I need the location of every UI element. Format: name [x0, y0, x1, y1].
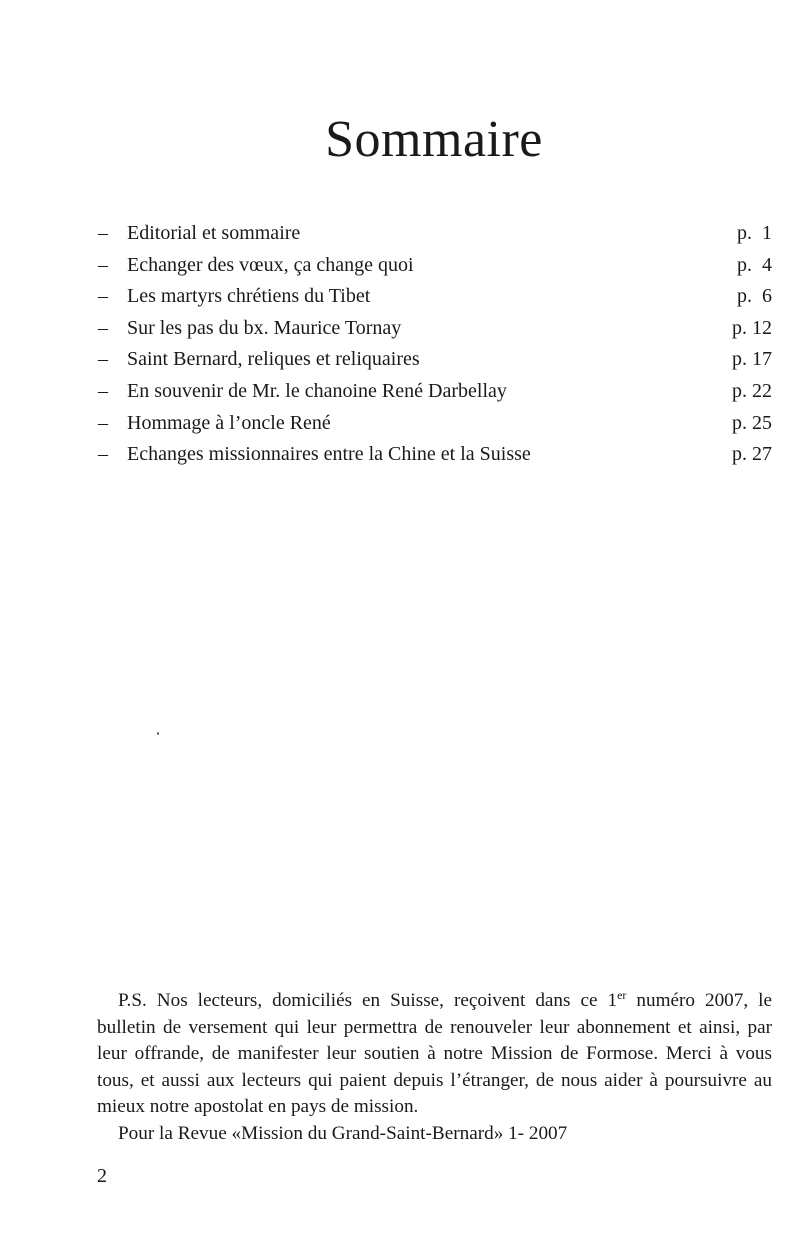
- toc-entry: [98, 443, 772, 475]
- toc-entry-page: p. 12: [732, 316, 772, 339]
- toc-entry-page: p. 1: [737, 222, 772, 244]
- toc-dash: –: [98, 379, 108, 402]
- postscript-text-start: P.S. Nos lecteurs, domiciliés en Suisse, reçoivent dans ce 1: [118, 990, 618, 1011]
- toc-entry: [98, 254, 772, 286]
- toc-entry-page: p. 27: [732, 443, 772, 466]
- toc-entry-page: p. 25: [732, 411, 772, 434]
- toc-entry-title: Echanger des vœux, ça change quoi: [127, 253, 414, 276]
- toc-dash: –: [98, 316, 108, 339]
- toc-entry: [98, 285, 772, 317]
- table-of-contents: [98, 222, 772, 475]
- toc-dash: –: [98, 285, 108, 308]
- toc-entry: [98, 222, 772, 254]
- toc-entry: [98, 348, 772, 380]
- toc-entry-page: p. 22: [732, 379, 772, 402]
- toc-entry-page: p. 17: [732, 348, 772, 371]
- toc-entry-title: Hommage à l’oncle René: [127, 411, 331, 434]
- toc-entry-page: p. 6: [737, 285, 772, 308]
- postscript-signature: Pour la Revue «Mission du Grand-Saint-Bernard» 1- 2007: [118, 1122, 568, 1144]
- postscript-text-end: numéro 2007, le bulletin de versement qui leur permettra de renouveler leur abonnement et ainsi, par leur offrande, de manifester leur soutien à notre Mission de Formose. Merci à vous tous, et aussi aux lecteurs qui paient depuis l’étranger, de nous aider à poursuivre au mieux notre apostolat en pays de mission.: [97, 990, 772, 1117]
- postscript-superscript: er: [617, 988, 627, 1002]
- toc-entry: [98, 412, 772, 444]
- toc-entry-title: En souvenir de Mr. le chanoine René Darbellay: [127, 379, 507, 402]
- toc-dash: –: [98, 348, 108, 371]
- toc-entry: [98, 380, 772, 412]
- toc-dash: –: [98, 222, 108, 244]
- postscript-paragraph: [97, 988, 772, 1121]
- toc-dash: –: [98, 253, 108, 276]
- toc-dash: –: [98, 443, 108, 466]
- toc-entry: [98, 317, 772, 349]
- page-title: Sommaire: [325, 111, 543, 168]
- toc-entry-title: Saint Bernard, reliques et reliquaires: [127, 348, 420, 371]
- postscript: [97, 988, 772, 1147]
- toc-dash: –: [98, 411, 108, 434]
- toc-entry-title: Sur les pas du bx. Maurice Tornay: [127, 316, 402, 339]
- page-number: 2: [97, 1165, 107, 1187]
- toc-entry-title: Editorial et sommaire: [127, 222, 301, 244]
- toc-entry-page: p. 4: [737, 253, 772, 276]
- toc-entry-title: Les martyrs chrétiens du Tibet: [127, 285, 371, 308]
- toc-entry-title: Echanges missionnaires entre la Chine et la Suisse: [127, 443, 531, 466]
- print-speck: [157, 732, 159, 735]
